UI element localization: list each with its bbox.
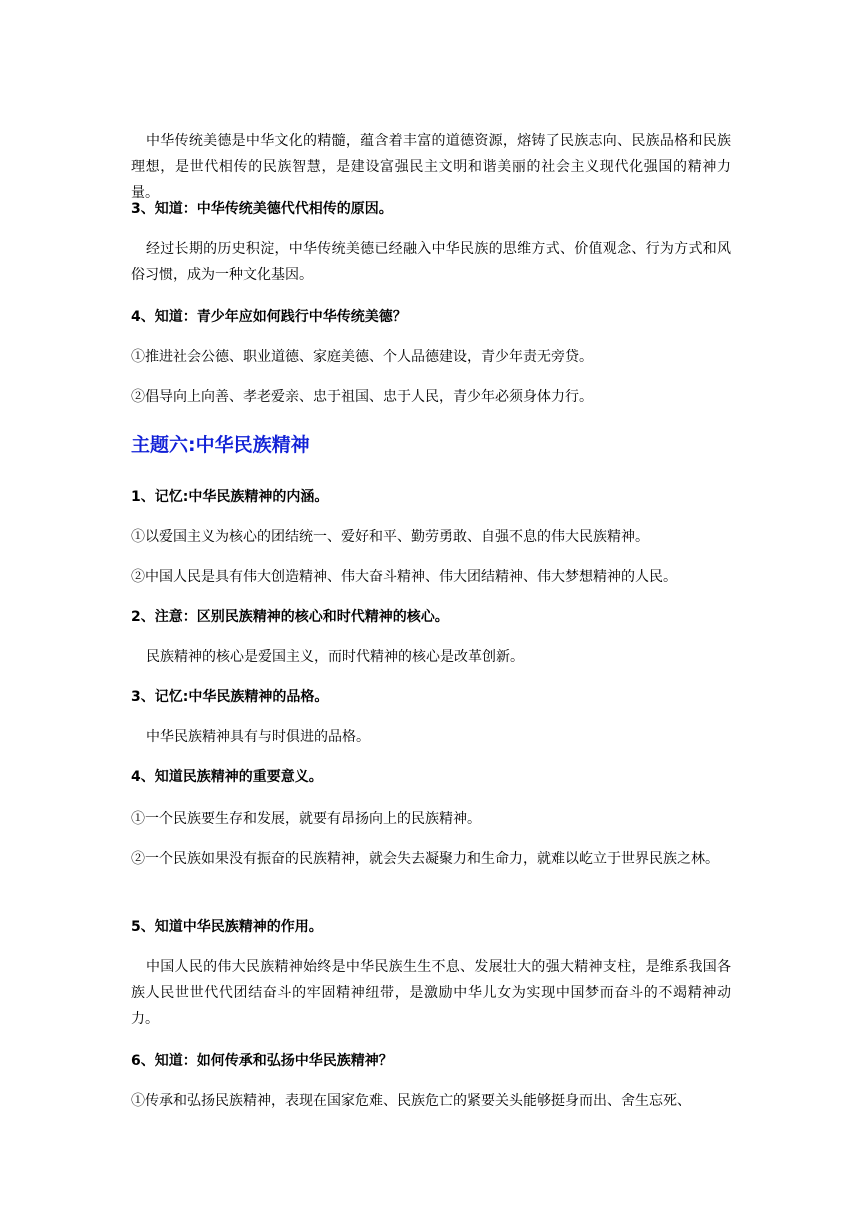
- heading-youth-practice: 4、知道：青少年应如何践行中华传统美德？: [131, 309, 407, 325]
- heading-spirit-character: 3、记忆:中华民族精神的品格。: [131, 689, 329, 705]
- list-item-significance-2: ②一个民族如果没有振奋的民族精神，就会失去凝聚力和生命力，就难以屹立于世界民族之林。: [131, 851, 719, 867]
- section-title: 主题六:中华民族精神: [131, 434, 310, 456]
- heading-spirit-significance: 4、知道民族精神的重要意义。: [131, 769, 323, 785]
- heading-spirit-connotation: 1、记忆:中华民族精神的内涵。: [131, 489, 329, 505]
- paragraph-traditional-virtue: 中华传统美德是中华文化的精髓，蕴含着丰富的道德资源，熔铸了民族志向、民族品格和民族理想，是世代相传的民族智慧，是建设富强民主文明和谐美丽的社会主义现代化强国的精神力量。: [131, 133, 731, 201]
- list-item-significance-1: ①一个民族要生存和发展，就要有昂扬向上的民族精神。: [131, 811, 481, 827]
- list-item-youth-1: ①推进社会公德、职业道德、家庭美德、个人品德建设，青少年责无旁贷。: [131, 349, 593, 365]
- paragraph-spirit-character: 中华民族精神具有与时俱进的品格。: [146, 729, 370, 745]
- paragraph-spirit-function: 中国人民的伟大民族精神始终是中华民族生生不息、发展壮大的强大精神支柱，是维系我国各族人民世世代代团结奋斗的牢固精神纽带，是激励中华儿女为实现中国梦而奋斗的不竭精神动力。: [131, 959, 731, 1027]
- list-item-youth-2: ②倡导向上向善、孝老爱亲、忠于祖国、忠于人民，青少年必须身体力行。: [131, 389, 593, 405]
- paragraph-virtue-reason: 经过长期的历史积淀，中华传统美德已经融入中华民族的思维方式、价值观念、行为方式和风俗习惯，成为一种文化基因。: [131, 241, 731, 283]
- paragraph-spirit-core: 民族精神的核心是爱国主义，而时代精神的核心是改革创新。: [146, 649, 524, 665]
- list-item-connotation-1: ①以爱国主义为核心的团结统一、爱好和平、勤劳勇敢、自强不息的伟大民族精神。: [131, 529, 649, 545]
- heading-spirit-function: 5、知道中华民族精神的作用。: [131, 919, 323, 935]
- heading-virtue-inheritance: 3、知道：中华传统美德代代相传的原因。: [131, 201, 393, 217]
- list-item-connotation-2: ②中国人民是具有伟大创造精神、伟大奋斗精神、伟大团结精神、伟大梦想精神的人民。: [131, 569, 677, 585]
- heading-spirit-inherit: 6、知道：如何传承和弘扬中华民族精神？: [131, 1053, 393, 1069]
- heading-spirit-core: 2、注意：区别民族精神的核心和时代精神的核心。: [131, 609, 449, 625]
- list-item-inherit-1: ①传承和弘扬民族精神，表现在国家危难、民族危亡的紧要关头能够挺身而出、舍生忘死、: [131, 1093, 691, 1109]
